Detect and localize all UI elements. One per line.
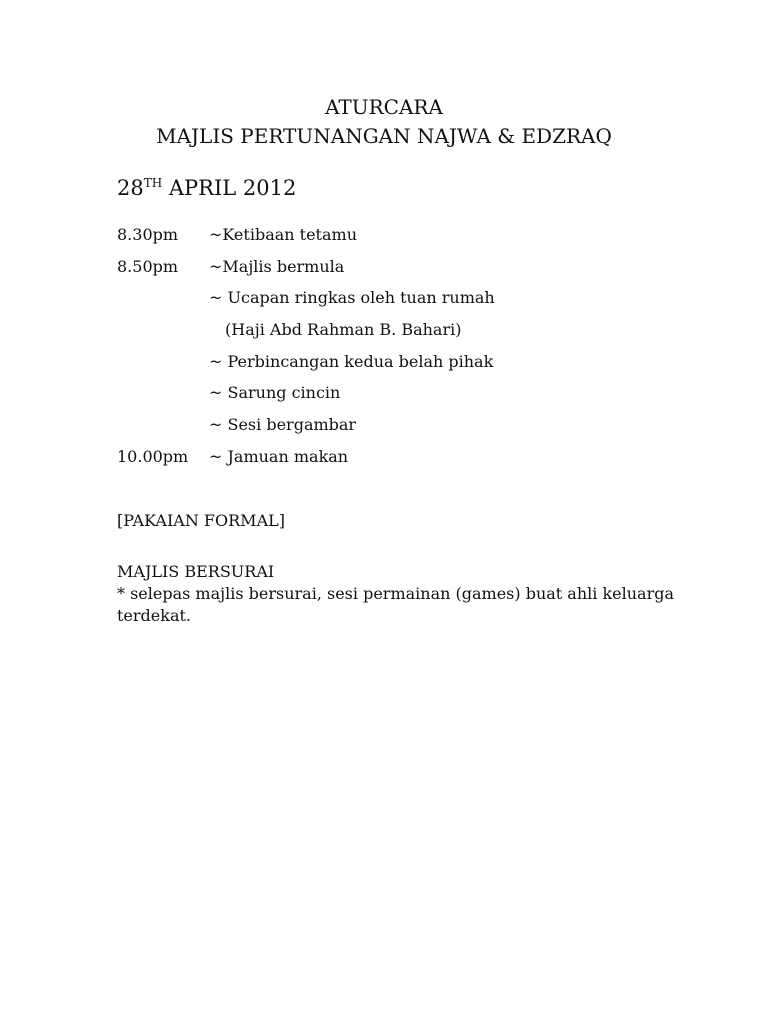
schedule-item: ~ Ucapan ringkas oleh tuan rumah (209, 288, 495, 308)
schedule-time: 10.00pm (117, 446, 189, 466)
schedule-list (117, 219, 677, 473)
schedule-item: ~ Jamuan makan (209, 446, 349, 466)
closing-title: MAJLIS BERSURAI (117, 562, 275, 581)
schedule-row (117, 314, 677, 346)
schedule-row (117, 251, 677, 283)
closing-section (117, 561, 677, 627)
document-title (0, 93, 768, 151)
schedule-time: 8.50pm (117, 256, 179, 276)
schedule-row (117, 441, 677, 473)
schedule-item: ~Majlis bermula (209, 256, 345, 276)
schedule-item: ~ Sarung cincin (209, 383, 341, 403)
title-line-aturcara: ATURCARA (325, 95, 443, 119)
schedule-row (117, 346, 677, 378)
schedule-item: ~Ketibaan tetamu (209, 225, 357, 244)
schedule-row (117, 219, 677, 251)
date-day: 28 (117, 176, 144, 200)
schedule-row (117, 409, 677, 441)
schedule-item: ~ Perbincangan kedua belah pihak (209, 351, 494, 371)
dress-code: [PAKAIAN FORMAL] (117, 511, 285, 530)
date-suffix: TH (143, 176, 163, 190)
schedule-row (117, 377, 677, 409)
schedule-row (117, 282, 677, 314)
event-date (117, 173, 296, 203)
schedule-item: (Haji Abd Rahman B. Bahari) (225, 320, 462, 340)
date-month-year: APRIL 2012 (162, 176, 297, 200)
title-line-event: MAJLIS PERTUNANGAN NAJWA & EDZRAQ (156, 124, 612, 148)
schedule-item: ~ Sesi bergambar (209, 415, 357, 435)
schedule-time: 8.30pm (117, 225, 179, 244)
closing-note: * selepas majlis bersurai, sesi permainan (games) buat ahli keluarga terdekat. (117, 584, 675, 625)
